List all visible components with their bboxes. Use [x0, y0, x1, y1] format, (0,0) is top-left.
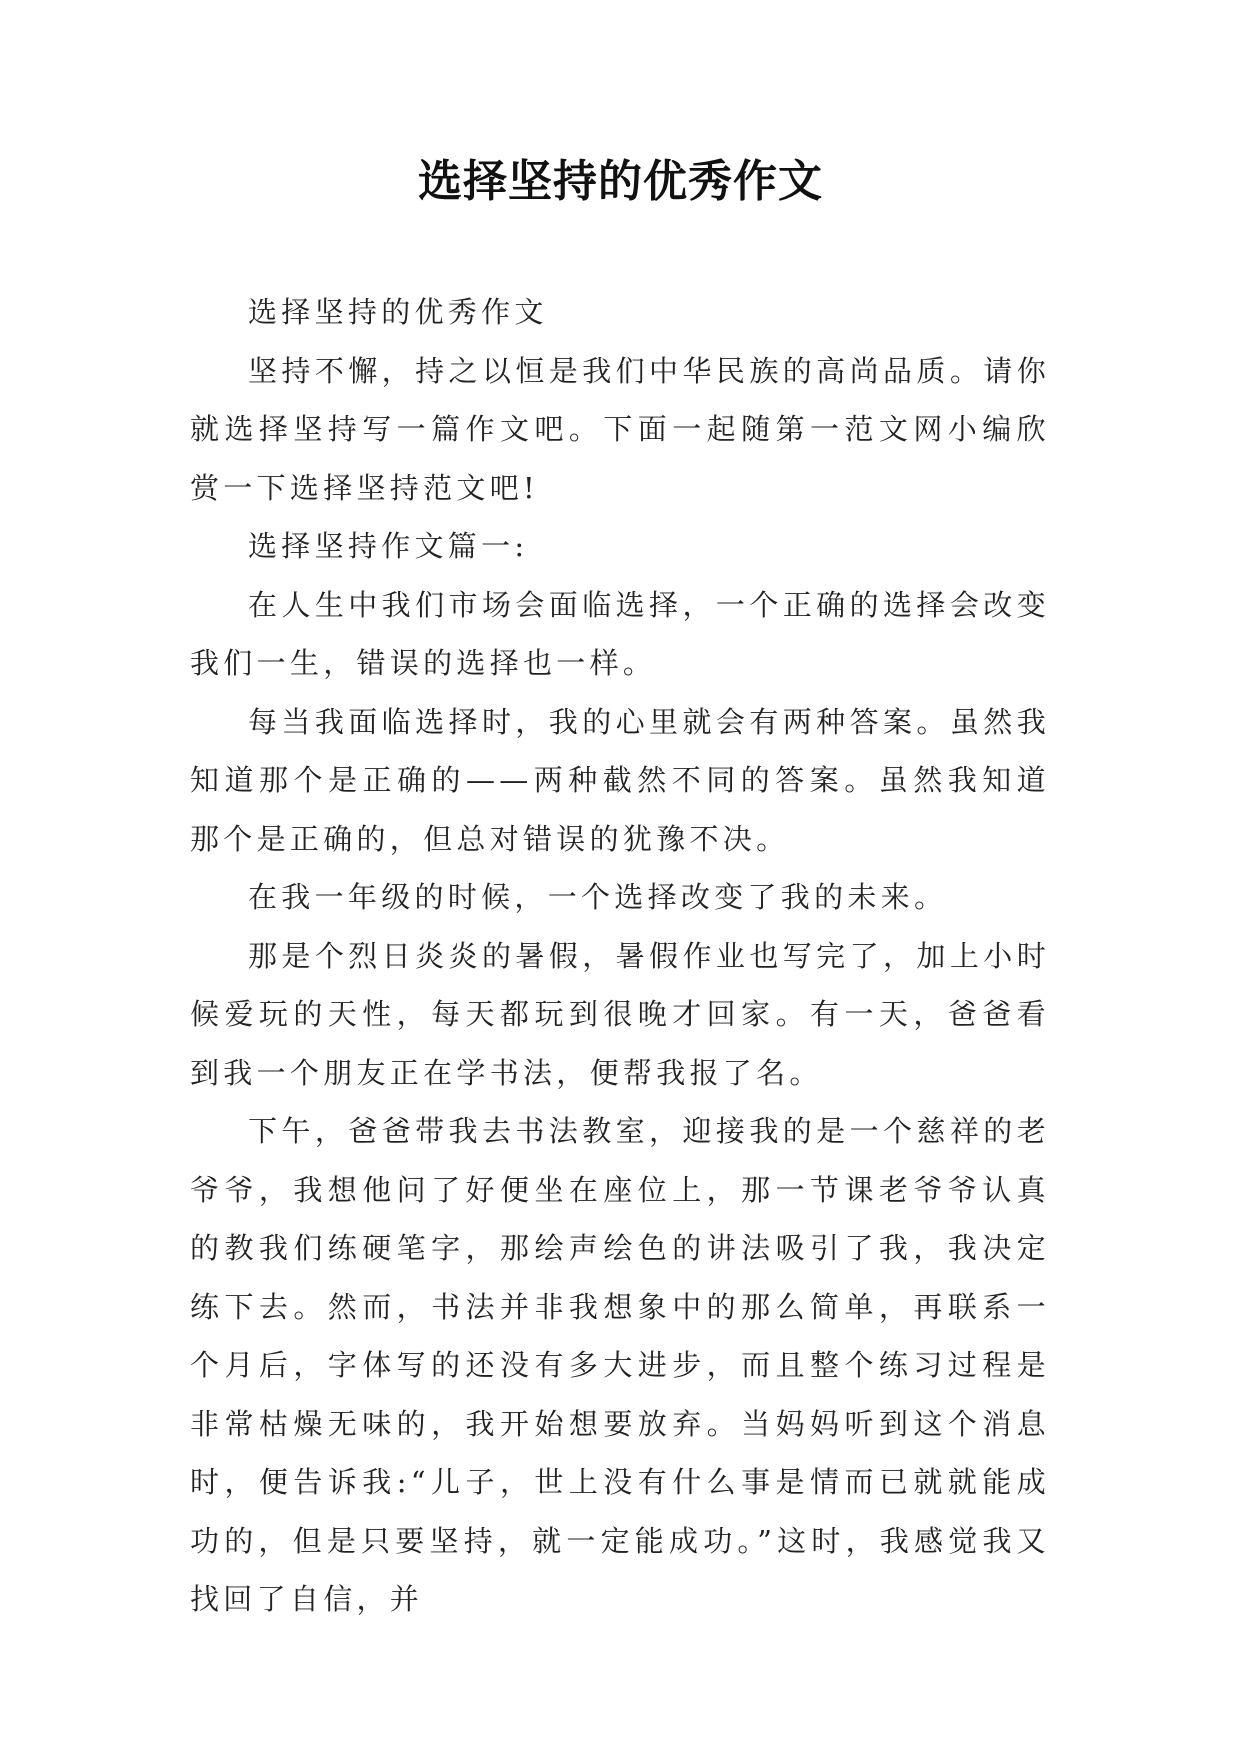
paragraph: 那是个烈日炎炎的暑假，暑假作业也写完了，加上小时候爱玩的天性，每天都玩到很晚才回家。有一天，爸爸看到我一个朋友正在学书法，便帮我报了名。: [190, 938, 1050, 1090]
paragraph: 在我一年级的时候，一个选择改变了我的未来。: [248, 880, 948, 914]
paragraph: 在人生中我们市场会面临选择，一个正确的选择会改变我们一生，错误的选择也一样。: [190, 587, 1050, 680]
paragraph: 下午，爸爸带我去书法教室，迎接我的是一个慈祥的老爷爷，我想他问了好便坐在座位上，那一节课老爷爷认真的教我们练硬笔字，那绘声绘色的讲法吸引了我，我决定练下去。然而，书法并非我想象中的那么简单，再联系一个月后，字体写的还没有多大进步，而且整个练习过程是非常枯燥无味的，我开始想要放弃。当妈妈听到这个消息时，便告诉我:“儿子，世上没有什么事是情而已就就能成功的，但是只要坚持，就一定能成功。”这时，我感觉我又找回了自信，并: [190, 1114, 1050, 1616]
paragraph-subtitle: 选择坚持的优秀作文: [248, 295, 548, 329]
document-body: [190, 283, 1050, 1629]
paragraph-section-heading: 选择坚持作文篇一:: [248, 529, 529, 563]
paragraph: 每当我面临选择时，我的心里就会有两种答案。虽然我知道那个是正确的——两种截然不同的答案。虽然我知道那个是正确的，但总对错误的犹豫不决。: [190, 704, 1050, 856]
document-title: 选择坚持的优秀作文: [418, 156, 823, 207]
paragraph-intro: 坚持不懈，持之以恒是我们中华民族的高尚品质。请你就选择坚持写一篇作文吧。下面一起随第一范文网小编欣赏一下选择坚持范文吧!: [190, 353, 1050, 505]
